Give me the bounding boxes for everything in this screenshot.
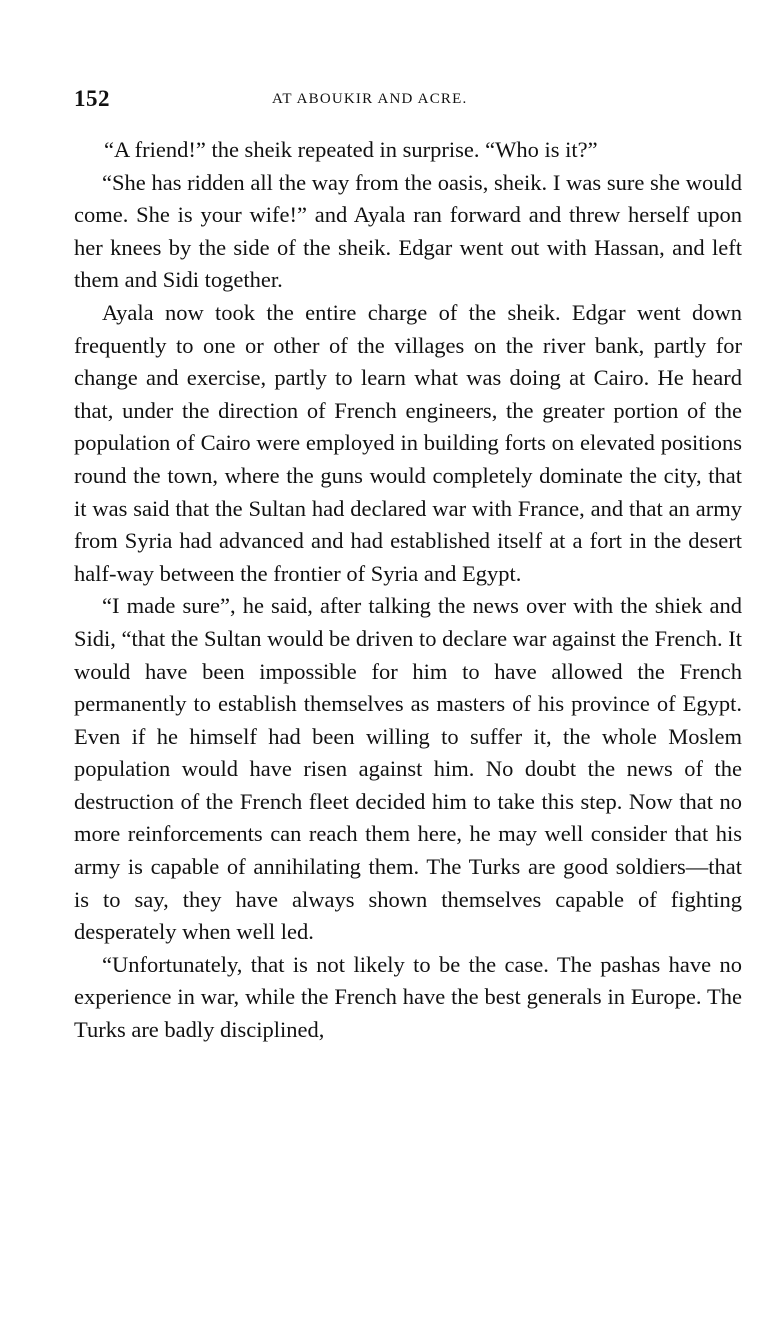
paragraph: “She has ridden all the way from the oasis, sheik. I was sure she would come. She is your wife!” and Ayala ran forward and threw herself upon her knees by the side of the sheik. Edgar went out with Hassan, and left them and Sidi together. (74, 169, 742, 293)
page-header (74, 86, 742, 116)
running-title: AT ABOUKIR AND ACRE. (272, 91, 468, 107)
paragraph: “A friend!” the sheik repeated in surprise. “Who is it?” (104, 137, 598, 162)
paragraph: “Unfortunately, that is not likely to be the case. The pashas have no experience in war, while the French have the best generals in Europe. The Turks are badly disciplined, (74, 951, 742, 1043)
paragraph: “I made sure”, he said, after talking the news over with the shiek and Sidi, “that the Sultan would be driven to declare war against the French. It would have been impossible for him to have allowed the French permanently to establish themselves as masters of his province of Egypt. Even if he himself had been willing to suffer it, the whole Moslem population would have risen against him. No doubt the news of the destruction of the French fleet decided him to take this step. Now that no more reinforcements can reach them here, he may well consider that his army is capable of annihilating them. The Turks are good soldiers—that is to say, they have always shown themselves capable of fighting desperately when well led. (74, 593, 742, 945)
body-text (74, 134, 742, 1047)
paragraph: Ayala now took the entire charge of the sheik. Edgar went down frequently to one or other of the villages on the river bank, partly for change and exercise, partly to learn what was doing at Cairo. He heard that, under the direction of French engineers, the greater portion of the population of Cairo were employed in building forts on elevated positions round the town, where the guns would completely dominate the city, that it was said that the Sultan had declared war with France, and that an army from Syria had advanced and had established itself at a fort in the desert half-way between the frontier of Syria and Egypt. (74, 299, 742, 586)
page-number: 152 (74, 86, 110, 111)
